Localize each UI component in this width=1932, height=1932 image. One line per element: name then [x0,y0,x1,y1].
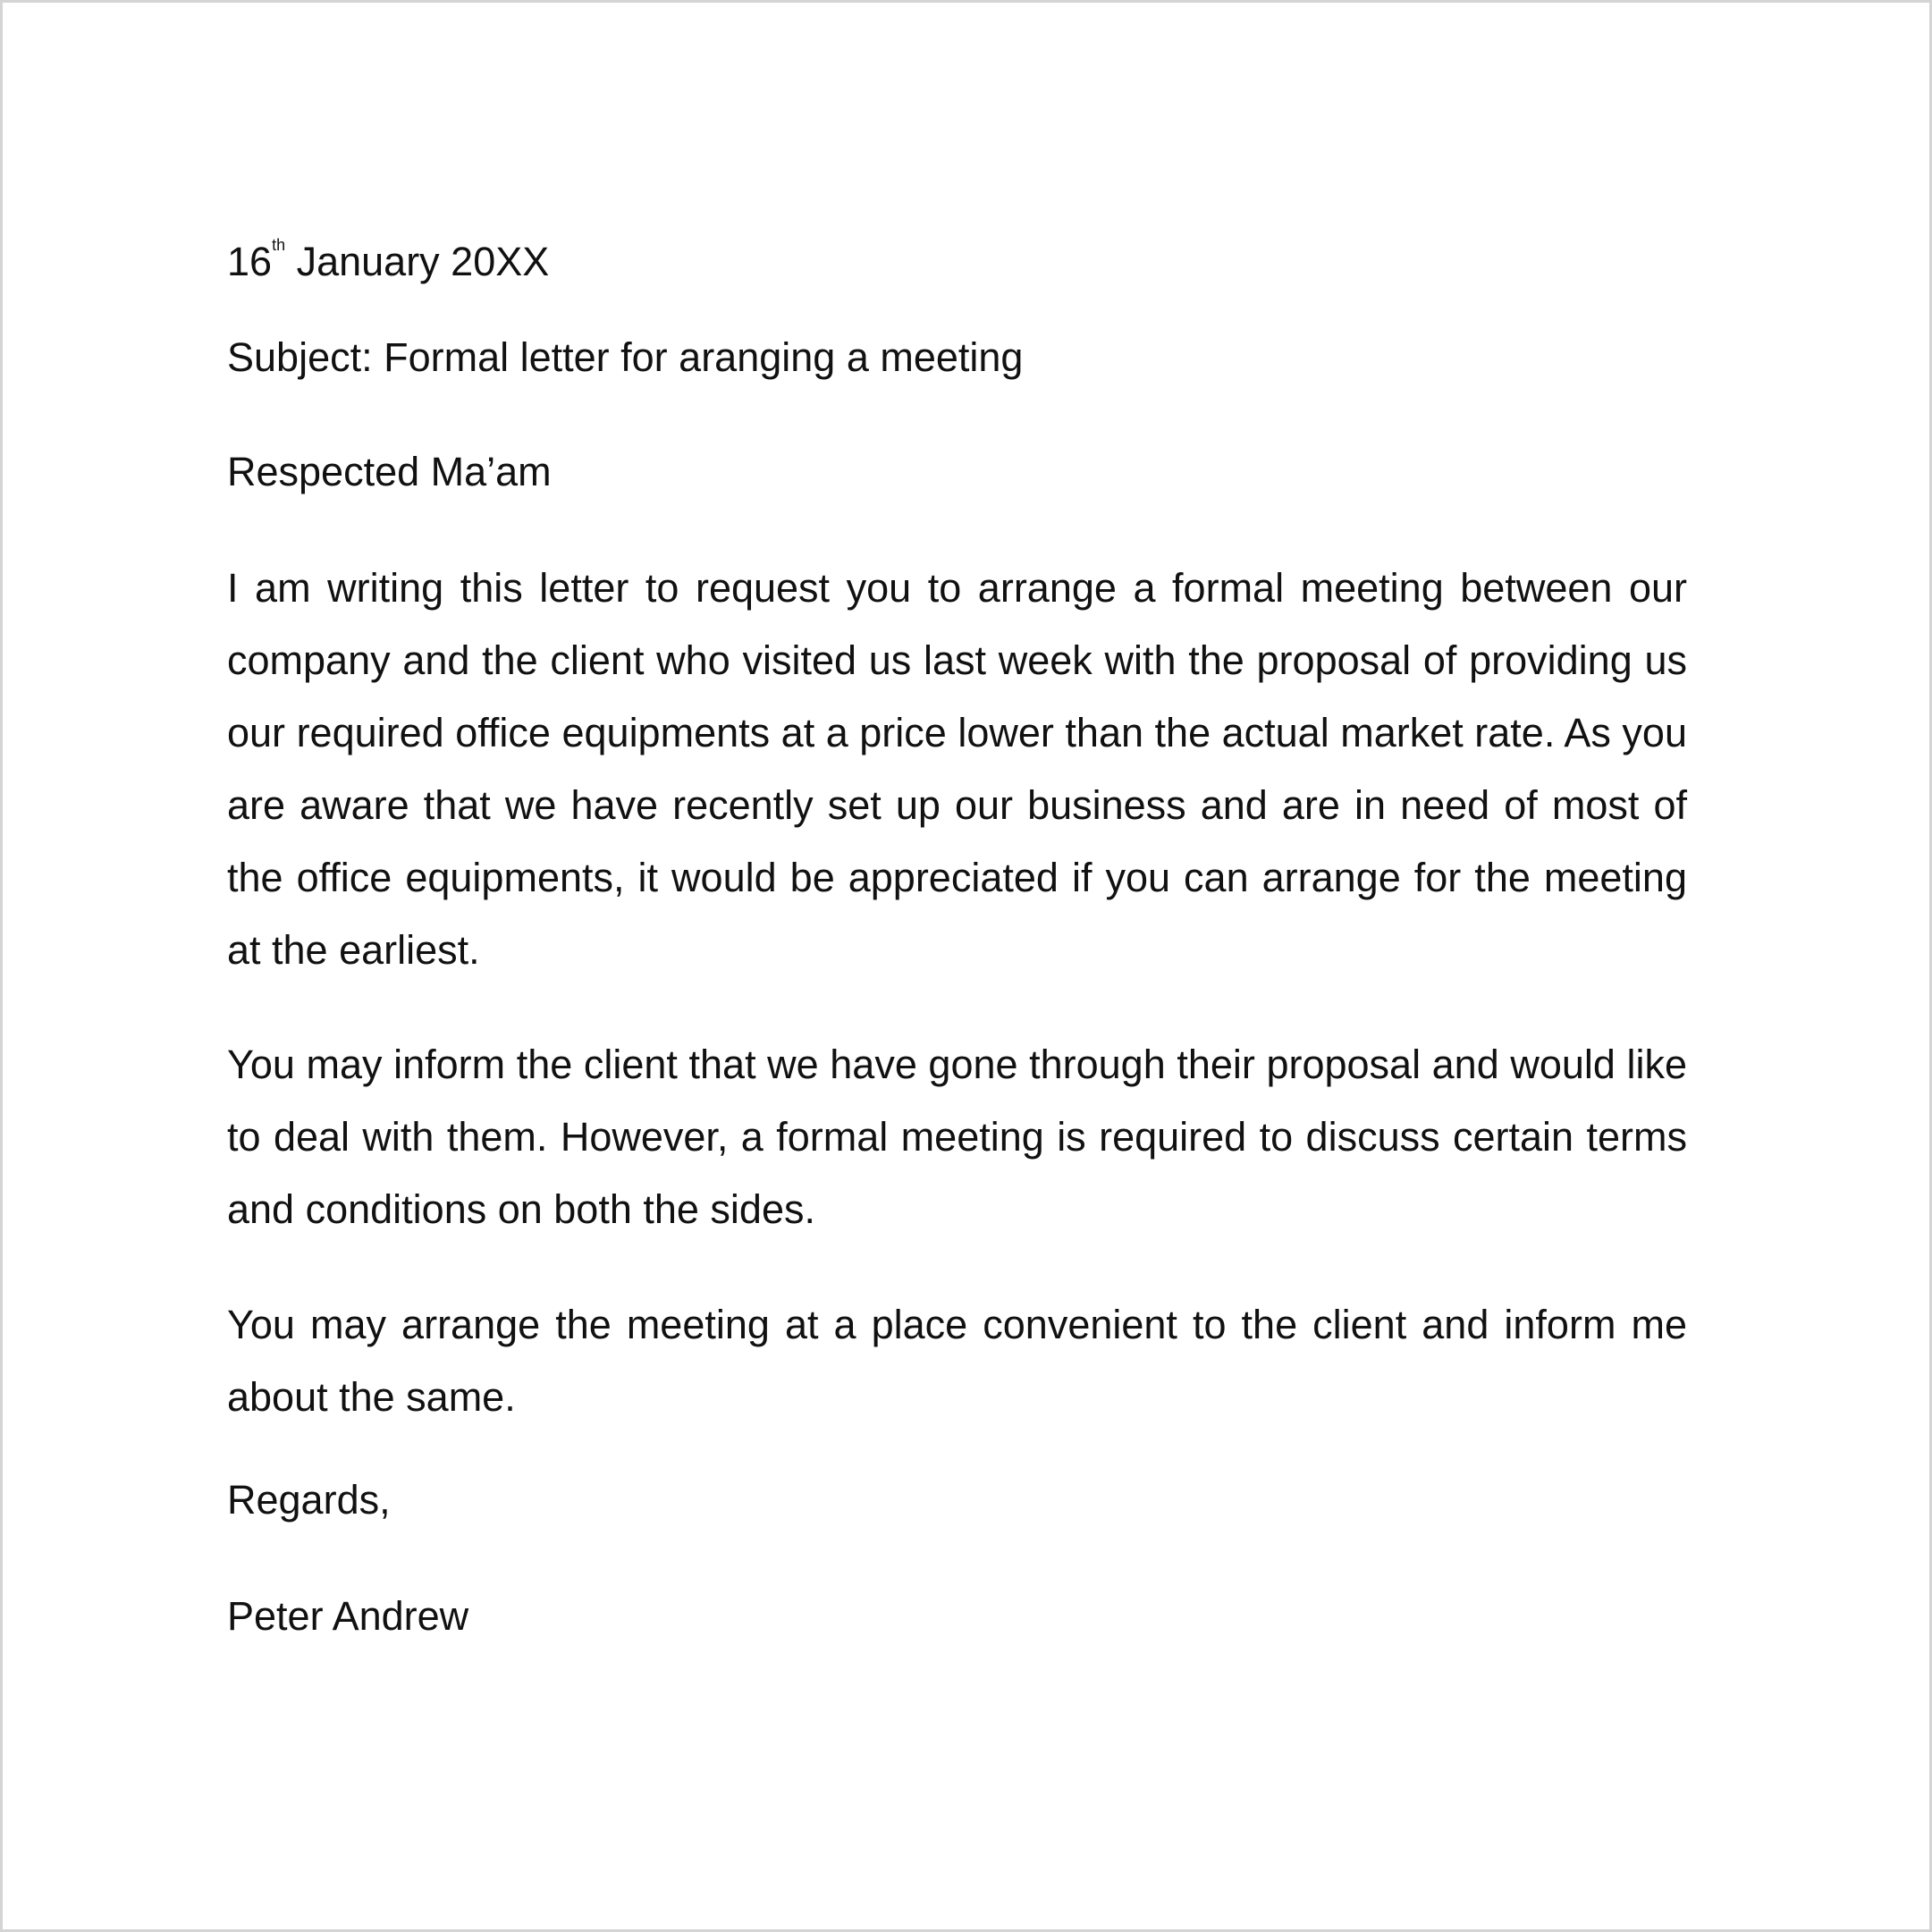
letter-paragraph-2: You may inform the client that we have gone through their proposal and would like to deal with them. However, a formal meeting is required to discuss certain terms and conditions on both the sides. [227,1042,1687,1232]
letter-signature: Peter Andrew [227,1593,469,1639]
letter-body [227,235,1687,1643]
letter-subject: Subject: Formal letter for aranging a meeting [227,334,1024,380]
letter-paragraph-3: You may arrange the meeting at a place convenient to the client and inform me about the same. [227,1302,1687,1420]
date-suffix: th [272,236,286,254]
letter-date [227,235,1687,289]
letter-paragraph-1: I am writing this letter to request you to arrange a formal meeting between our company and the client who visited us last week with the proposal of providing us our required office equipments at a price lower than the actual market rate. As you are aware that we have recently set up our business and are in need of most of the office equipments, it would be appreciated if you can arrange for the meeting at the earliest. [227,565,1687,973]
letter-salutation: Respected Ma’am [227,449,552,494]
date-month-year: January 20XX [285,239,550,284]
letter-closing: Regards, [227,1477,391,1523]
date-day: 16 [227,239,273,284]
